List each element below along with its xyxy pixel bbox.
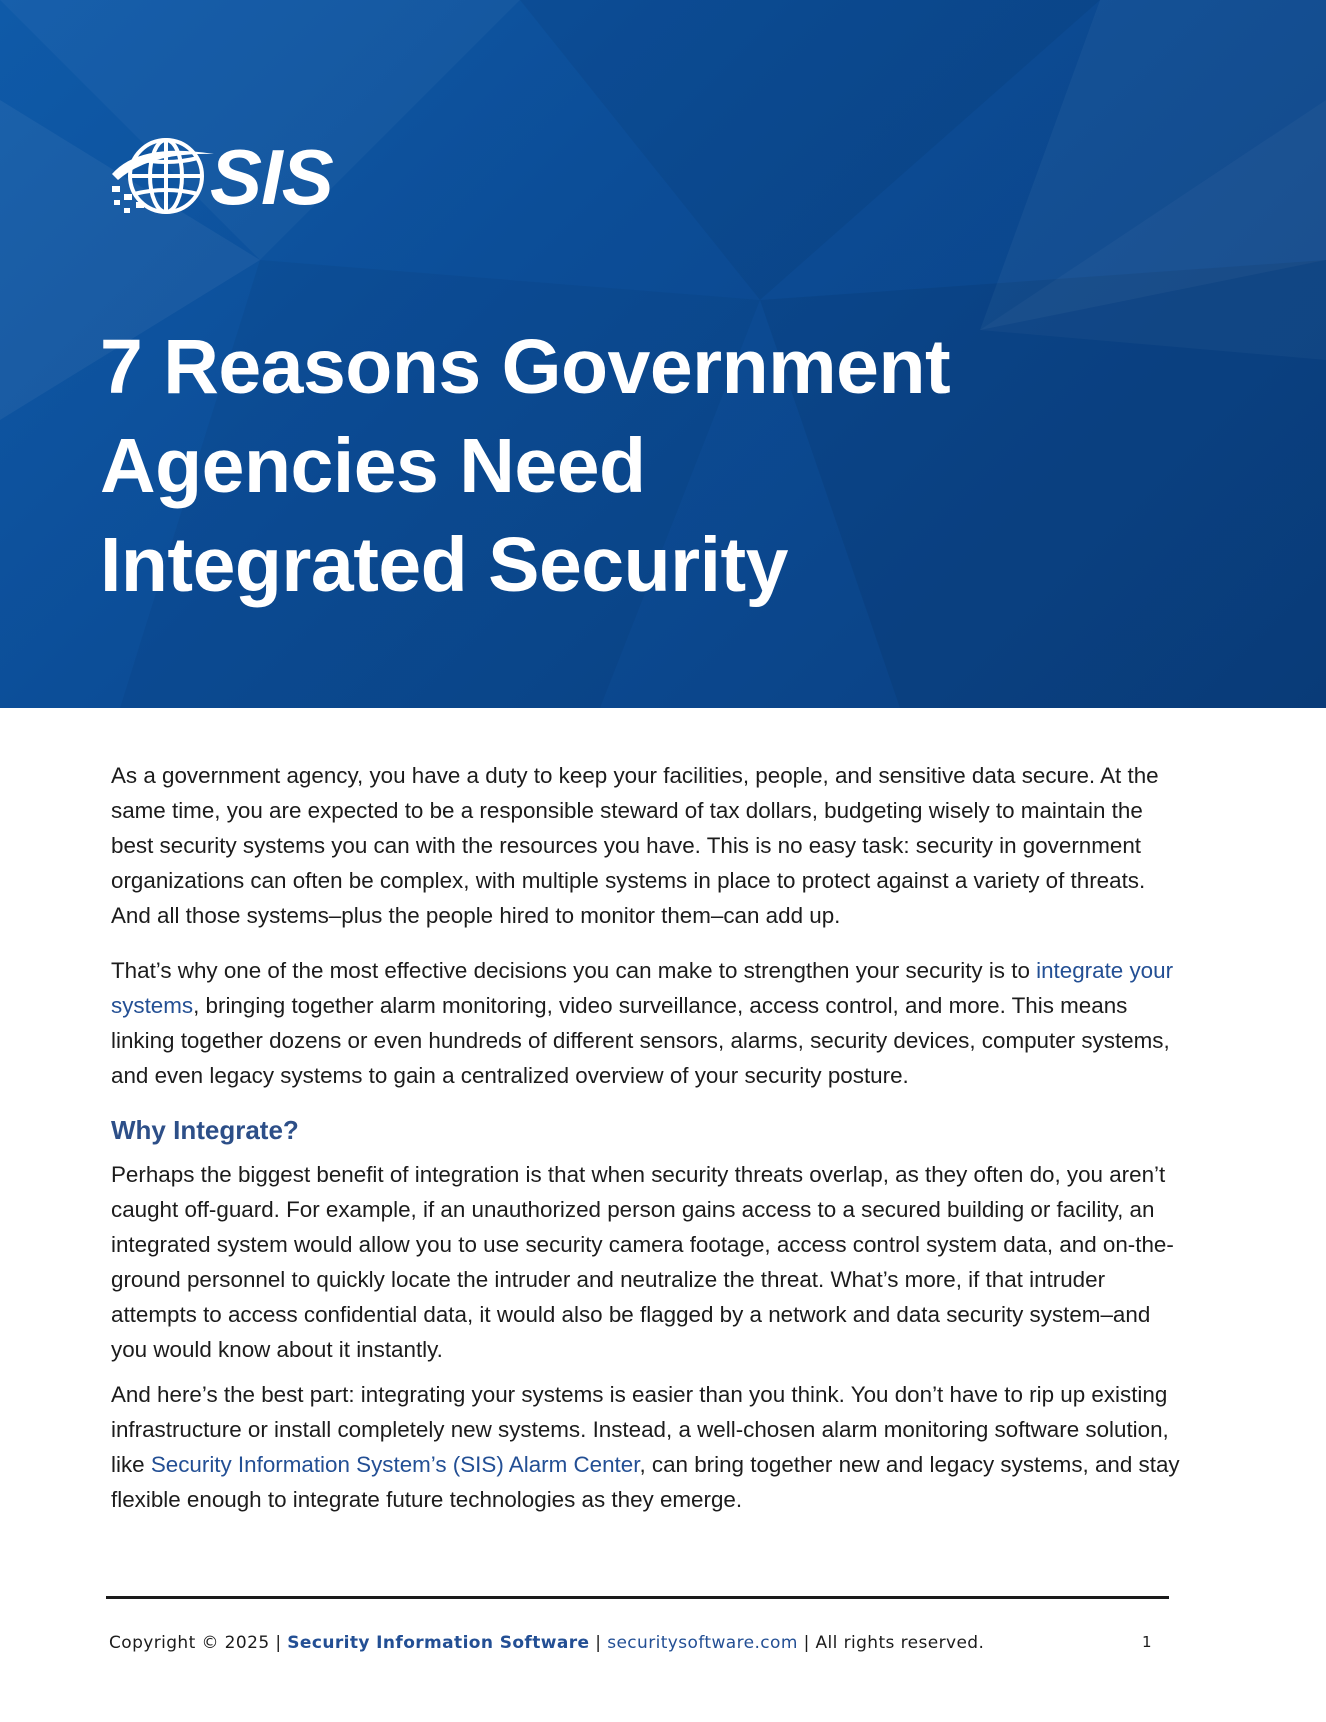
sis-logo-text: SIS <box>210 133 333 221</box>
integration-paragraph <box>111 953 1181 1093</box>
copyright-text: Copyright © 2025 | <box>109 1633 288 1653</box>
best-part-paragraph <box>111 1377 1181 1517</box>
page-title <box>100 318 1100 615</box>
integration-text-end: , bringing together alarm monitoring, video surveillance, access control, and more. This means linking together dozens or even hundreds of different sensors, alarms, security devices, computer systems, and even legacy systems to gain a centralized overview of your security posture. <box>111 993 1170 1088</box>
best-part-text-end: , can bring together new and legacy systems, and stay flexible enough to integrate future technologies as they emerge. <box>111 1452 1180 1512</box>
title-line-3: Integrated Security <box>100 522 788 608</box>
hero-banner <box>0 0 1326 708</box>
integration-text-start: That’s why one of the most effective decisions you can make to strengthen your security is to <box>111 958 1037 983</box>
integrate-systems-link[interactable]: integrate your systems <box>111 958 1174 1018</box>
alarm-center-link[interactable]: Security Information System’s (SIS) Alarm Center <box>150 1452 640 1477</box>
footer-rights: | All rights reserved. <box>797 1633 985 1653</box>
footer-separator: | <box>589 1633 608 1653</box>
why-integrate-heading: Why Integrate? <box>111 1115 299 1145</box>
footer-brand: Security Information Software <box>287 1633 590 1653</box>
article-body <box>111 758 1181 1537</box>
intro-paragraph: As a government agency, you have a duty to keep your facilities, people, and sensitive data secure. At the same time, you are expected to be a responsible steward of tax dollars, budgeting wisely to maintain the best security systems you can with the resources you have. This is no easy task: security in government organizations can often be complex, with multiple systems in place to protect against a variety of threats. And all those systems–plus the people hired to monitor them–can add up. <box>111 763 1159 928</box>
footer <box>109 1630 1169 1656</box>
title-line-1: 7 Reasons Government <box>100 324 951 410</box>
title-line-2: Agencies Need <box>100 423 646 509</box>
footer-divider <box>106 1596 1169 1599</box>
best-part-text-start: And here’s the best part: integrating your systems is easier than you think. You don’t have to rip up existing infrastructure or install completely new systems. Instead, a well-chosen alarm monitoring software solution, like <box>111 1382 1169 1477</box>
footer-website-link[interactable]: securitysoftware.com <box>607 1633 798 1653</box>
page-number: 1 <box>1142 1633 1152 1651</box>
benefit-paragraph: Perhaps the biggest benefit of integration is that when security threats overlap, as they often do, you aren’t caught off-guard. For example, if an unauthorized person gains access to a secured building or facility, an integrated system would allow you to use security camera footage, access control system data, and on-the-ground personnel to quickly locate the intruder and neutralize the threat. What’s more, if that intruder attempts to access confidential data, it would also be flagged by a network and data security system–and you would know about it instantly. <box>111 1162 1174 1362</box>
